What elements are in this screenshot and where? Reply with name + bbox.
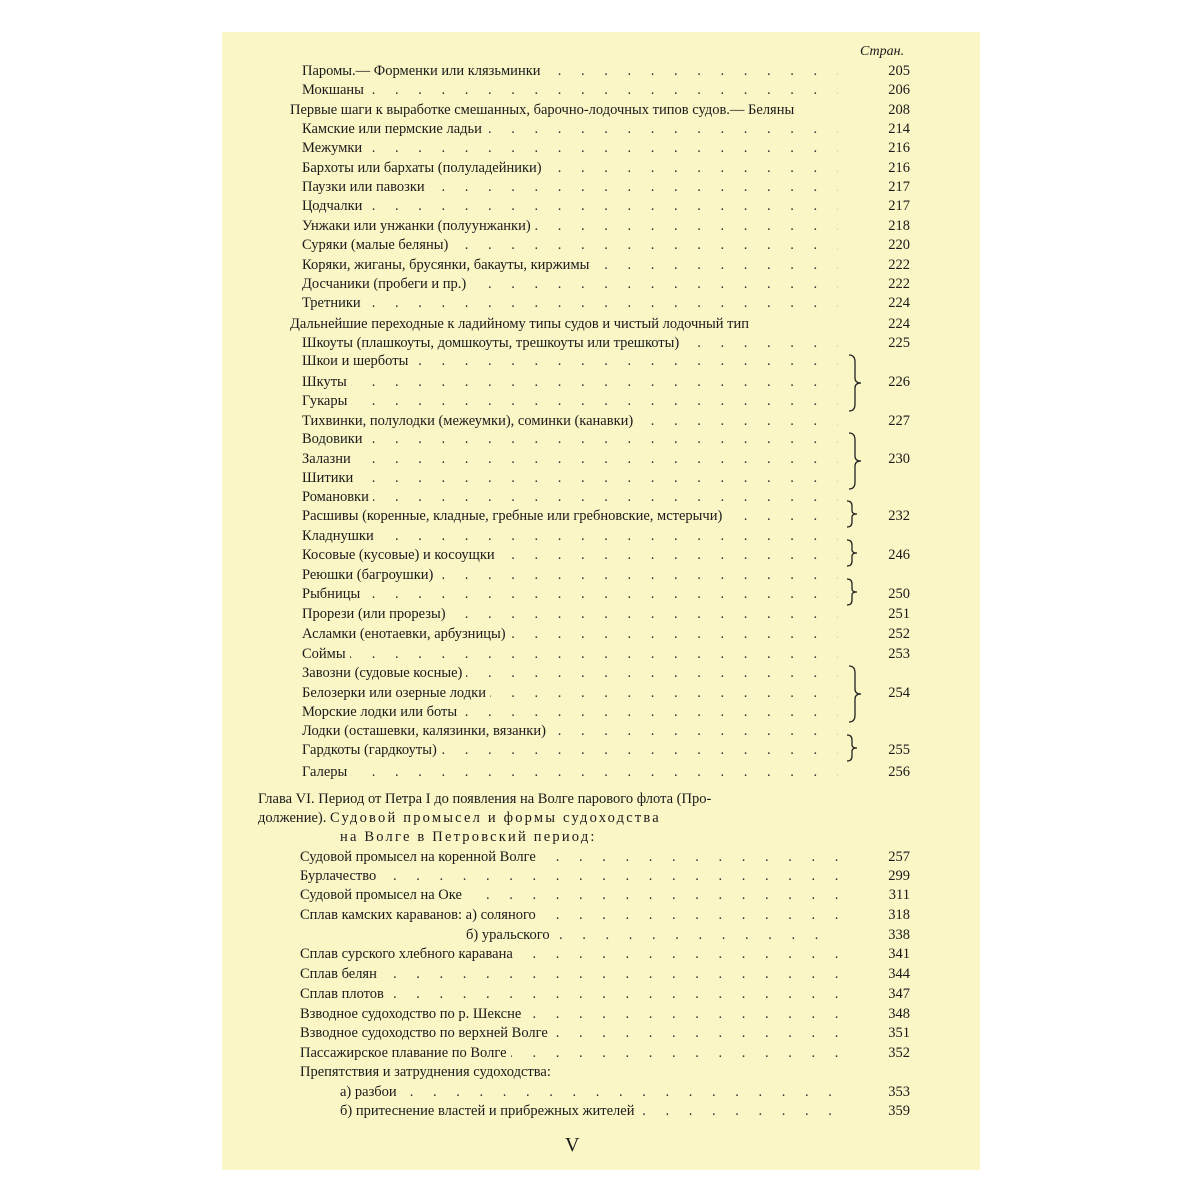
toc-entry xyxy=(302,741,838,759)
toc-entry xyxy=(302,488,838,506)
toc-entry-title: Тихвинки, полулодки (межеумки), соминки (канавки) xyxy=(302,413,637,429)
toc-page-number: 348 xyxy=(888,1006,910,1022)
toc-entry xyxy=(302,139,838,157)
toc-entry xyxy=(302,373,838,391)
page-folio: V xyxy=(565,1134,580,1156)
toc-entry-title: Камские или пермские ладьи xyxy=(302,121,486,137)
toc-entry-title: Реюшки (багроушки) xyxy=(302,567,437,583)
toc-page-number: 338 xyxy=(888,927,910,943)
toc-entry xyxy=(302,566,838,584)
toc-entry xyxy=(302,334,838,352)
toc-entry xyxy=(302,664,838,682)
toc-page-number: 252 xyxy=(888,626,910,642)
toc-page-number: 206 xyxy=(888,82,910,98)
toc-entry-title: Цодчалки xyxy=(302,198,366,214)
toc-entry xyxy=(302,546,838,564)
toc-entry-title: Лодки (осташевки, калязинки, вязанки) xyxy=(302,723,550,739)
chapter-subtitle: Судовой промысел и формы судоходства xyxy=(329,810,661,826)
toc-entry xyxy=(300,867,838,885)
toc-entry-title: Пассажирское плавание по Волге xyxy=(300,1045,511,1061)
toc-entry xyxy=(300,1044,838,1062)
toc-entry-title: Рыбницы xyxy=(302,586,364,602)
toc-entry-title: а) разбои xyxy=(340,1084,401,1100)
toc-entry-title: Судовой промысел на Оке xyxy=(300,887,466,903)
toc-entry xyxy=(302,763,838,781)
brace-icon xyxy=(848,665,860,723)
toc-page-number: 344 xyxy=(888,966,910,982)
toc-entry-title: Бурлачество xyxy=(300,868,380,884)
toc-entry xyxy=(302,412,838,430)
toc-page-number: 222 xyxy=(888,276,910,292)
toc-entry xyxy=(302,645,838,663)
toc-page-number: 254 xyxy=(888,685,910,701)
toc-entry-title: Коряки, жиганы, брусянки, бакауты, киржимы xyxy=(302,257,593,273)
page-column-label: Стран. xyxy=(860,44,905,59)
toc-page-number: 341 xyxy=(888,946,910,962)
toc-entry-title: Судовой промысел на коренной Волге xyxy=(300,849,540,865)
toc-page-number: 347 xyxy=(888,986,910,1002)
toc-page-number: 232 xyxy=(888,508,910,524)
toc-entry-title: Прорези (или прорезы) xyxy=(302,606,450,622)
toc-page-number: 217 xyxy=(888,198,910,214)
toc-entry-title: Косовые (кусовые) и косоущки xyxy=(302,547,499,563)
toc-page-number: 251 xyxy=(888,606,910,622)
toc-entry xyxy=(290,315,838,333)
toc-entry-title: Сплав белян xyxy=(300,966,381,982)
toc-page-number: 226 xyxy=(888,374,910,390)
toc-page-number: 214 xyxy=(888,121,910,137)
toc-page-number: 359 xyxy=(888,1103,910,1119)
toc-page-number: 255 xyxy=(888,742,910,758)
toc-entry-title: Асламки (енотаевки, арбузницы) xyxy=(302,626,510,642)
toc-entry xyxy=(302,197,838,215)
toc-entry-title: Досчаники (пробеги и пр.) xyxy=(302,276,470,292)
toc-entry-title: Препятствия и затруднения судоходства: xyxy=(300,1064,555,1080)
toc-entry xyxy=(300,1063,838,1081)
toc-entry-title: Паромы.— Форменки или клязьминки xyxy=(302,63,545,79)
toc-entry-title: Мокшаны xyxy=(302,82,368,98)
toc-entry xyxy=(302,684,838,702)
toc-page-number: 253 xyxy=(888,646,910,662)
toc-page-number: 246 xyxy=(888,547,910,563)
toc-page-number: 256 xyxy=(888,764,910,780)
toc-entry xyxy=(302,507,838,525)
toc-entry xyxy=(302,392,838,410)
toc-page-number: 257 xyxy=(888,849,910,865)
toc-page-number: 299 xyxy=(888,868,910,884)
toc-page-number: 216 xyxy=(888,140,910,156)
toc-entry-title: Унжаки или унжанки (полуунжанки) xyxy=(302,218,535,234)
toc-entry xyxy=(302,450,838,468)
toc-entry xyxy=(300,906,838,924)
toc-entry xyxy=(300,1005,838,1023)
brace-icon xyxy=(846,539,858,567)
toc-entry xyxy=(300,848,838,866)
toc-entry xyxy=(300,965,838,983)
toc-entry-title: Шкои и шерботы xyxy=(302,353,412,369)
toc-entry xyxy=(340,1102,838,1120)
toc-entry-title: Третники xyxy=(302,295,365,311)
toc-page-number: 351 xyxy=(888,1025,910,1041)
toc-entry-title: Завозни (судовые косные) xyxy=(302,665,466,681)
toc-entry xyxy=(290,101,838,119)
toc-entry xyxy=(300,985,838,1003)
toc-page-number: 311 xyxy=(888,887,910,903)
toc-entry-title: Бархоты или бархаты (полуладейники) xyxy=(302,160,546,176)
toc-entry-title: Романовки xyxy=(302,489,373,505)
toc-entry xyxy=(302,120,838,138)
chapter-heading-line-3: на Волге в Петровский период: xyxy=(340,829,597,845)
toc-entry-title: Межумки xyxy=(302,140,366,156)
toc-entry xyxy=(302,81,838,99)
toc-entry xyxy=(302,722,838,740)
toc-entry-title: Расшивы (коренные, кладные, гребные или гребновские, мстерычи) xyxy=(302,508,726,524)
toc-page-number: 318 xyxy=(888,907,910,923)
toc-entry-title: Суряки (малые беляны) xyxy=(302,237,452,253)
toc-entry-title: Залазни xyxy=(302,451,355,467)
toc-entry xyxy=(300,886,838,904)
toc-entry xyxy=(302,469,838,487)
toc-entry xyxy=(302,352,838,370)
brace-icon xyxy=(846,500,858,528)
toc-entry-title: Сплав камских караванов: а) соляного xyxy=(300,907,540,923)
toc-entry xyxy=(302,275,838,293)
toc-entry-title: Белозерки или озерные лодки xyxy=(302,685,490,701)
brace-icon xyxy=(846,578,858,606)
toc-entry-title: Сплав сурского хлебного каравана xyxy=(300,946,517,962)
toc-entry-title: Гукары xyxy=(302,393,351,409)
chapter-heading-line-1: Глава VI. Период от Петра I до появления на Волге парового флота (Про- xyxy=(258,791,712,807)
toc-entry-title: Водовики xyxy=(302,431,367,447)
toc-entry-title: Дальнейшие переходные к ладийному типы судов и чистый лодочный тип xyxy=(290,316,753,332)
toc-page-number: 217 xyxy=(888,179,910,195)
brace-icon xyxy=(848,432,860,490)
toc-entry xyxy=(466,926,838,944)
toc-entry xyxy=(300,945,838,963)
toc-entry xyxy=(302,430,838,448)
toc-entry xyxy=(302,178,838,196)
toc-entry xyxy=(302,62,838,80)
toc-page-number: 205 xyxy=(888,63,910,79)
toc-page-number: 227 xyxy=(888,413,910,429)
toc-page-number: 216 xyxy=(888,160,910,176)
toc-page-number: 225 xyxy=(888,335,910,351)
toc-entry-title: б) уральского xyxy=(466,927,554,943)
toc-page-number: 218 xyxy=(888,218,910,234)
brace-icon xyxy=(848,354,860,412)
toc-page-number: 353 xyxy=(888,1084,910,1100)
toc-entry-title: Морские лодки или боты xyxy=(302,704,461,720)
toc-page-number: 208 xyxy=(888,102,910,118)
toc-entry-title: Паузки или павозки xyxy=(302,179,429,195)
toc-page-number: 230 xyxy=(888,451,910,467)
toc-entry-title: Шитики xyxy=(302,470,357,486)
toc-entry xyxy=(300,1024,838,1042)
toc-entry xyxy=(302,217,838,235)
toc-entry xyxy=(302,256,838,274)
toc-entry-title: Гардкоты (гардкоуты) xyxy=(302,742,441,758)
toc-entry-title: Галеры xyxy=(302,764,351,780)
toc-page-number: 224 xyxy=(888,316,910,332)
chapter-heading-line-2 xyxy=(258,809,858,827)
toc-entry-title: Взводное судоходство по р. Шексне xyxy=(300,1006,525,1022)
toc-entry xyxy=(302,703,838,721)
toc-page-number: 352 xyxy=(888,1045,910,1061)
toc-entry-title: Шкоуты (плашкоуты, домшкоуты, трешкоуты или трешкоты) xyxy=(302,335,683,351)
chapter-heading-continuation: должение). xyxy=(258,810,327,826)
toc-page-number: 224 xyxy=(888,295,910,311)
toc-entry xyxy=(302,605,838,623)
toc-entry-title: б) притеснение властей и прибрежных жителей xyxy=(340,1103,638,1119)
toc-entry-title: Соймы xyxy=(302,646,350,662)
toc-entry-title: Шкуты xyxy=(302,374,351,390)
toc-entry xyxy=(302,159,838,177)
toc-entry-title: Взводное судоходство по верхней Волге xyxy=(300,1025,552,1041)
toc-entry xyxy=(302,585,838,603)
toc-entry xyxy=(302,625,838,643)
toc-page-number: 220 xyxy=(888,237,910,253)
toc-entry-title: Первые шаги к выработке смешанных, барочно-лодочных типов судов.— Беляны xyxy=(290,102,798,118)
brace-icon xyxy=(846,734,858,762)
toc-entry-title: Сплав плотов xyxy=(300,986,388,1002)
toc-page-number: 222 xyxy=(888,257,910,273)
toc-entry-title: Кладнушки xyxy=(302,528,378,544)
toc-page-number: 250 xyxy=(888,586,910,602)
toc-entry xyxy=(302,527,838,545)
toc-entry xyxy=(302,236,838,254)
toc-entry xyxy=(340,1083,838,1101)
toc-entry xyxy=(302,294,838,312)
